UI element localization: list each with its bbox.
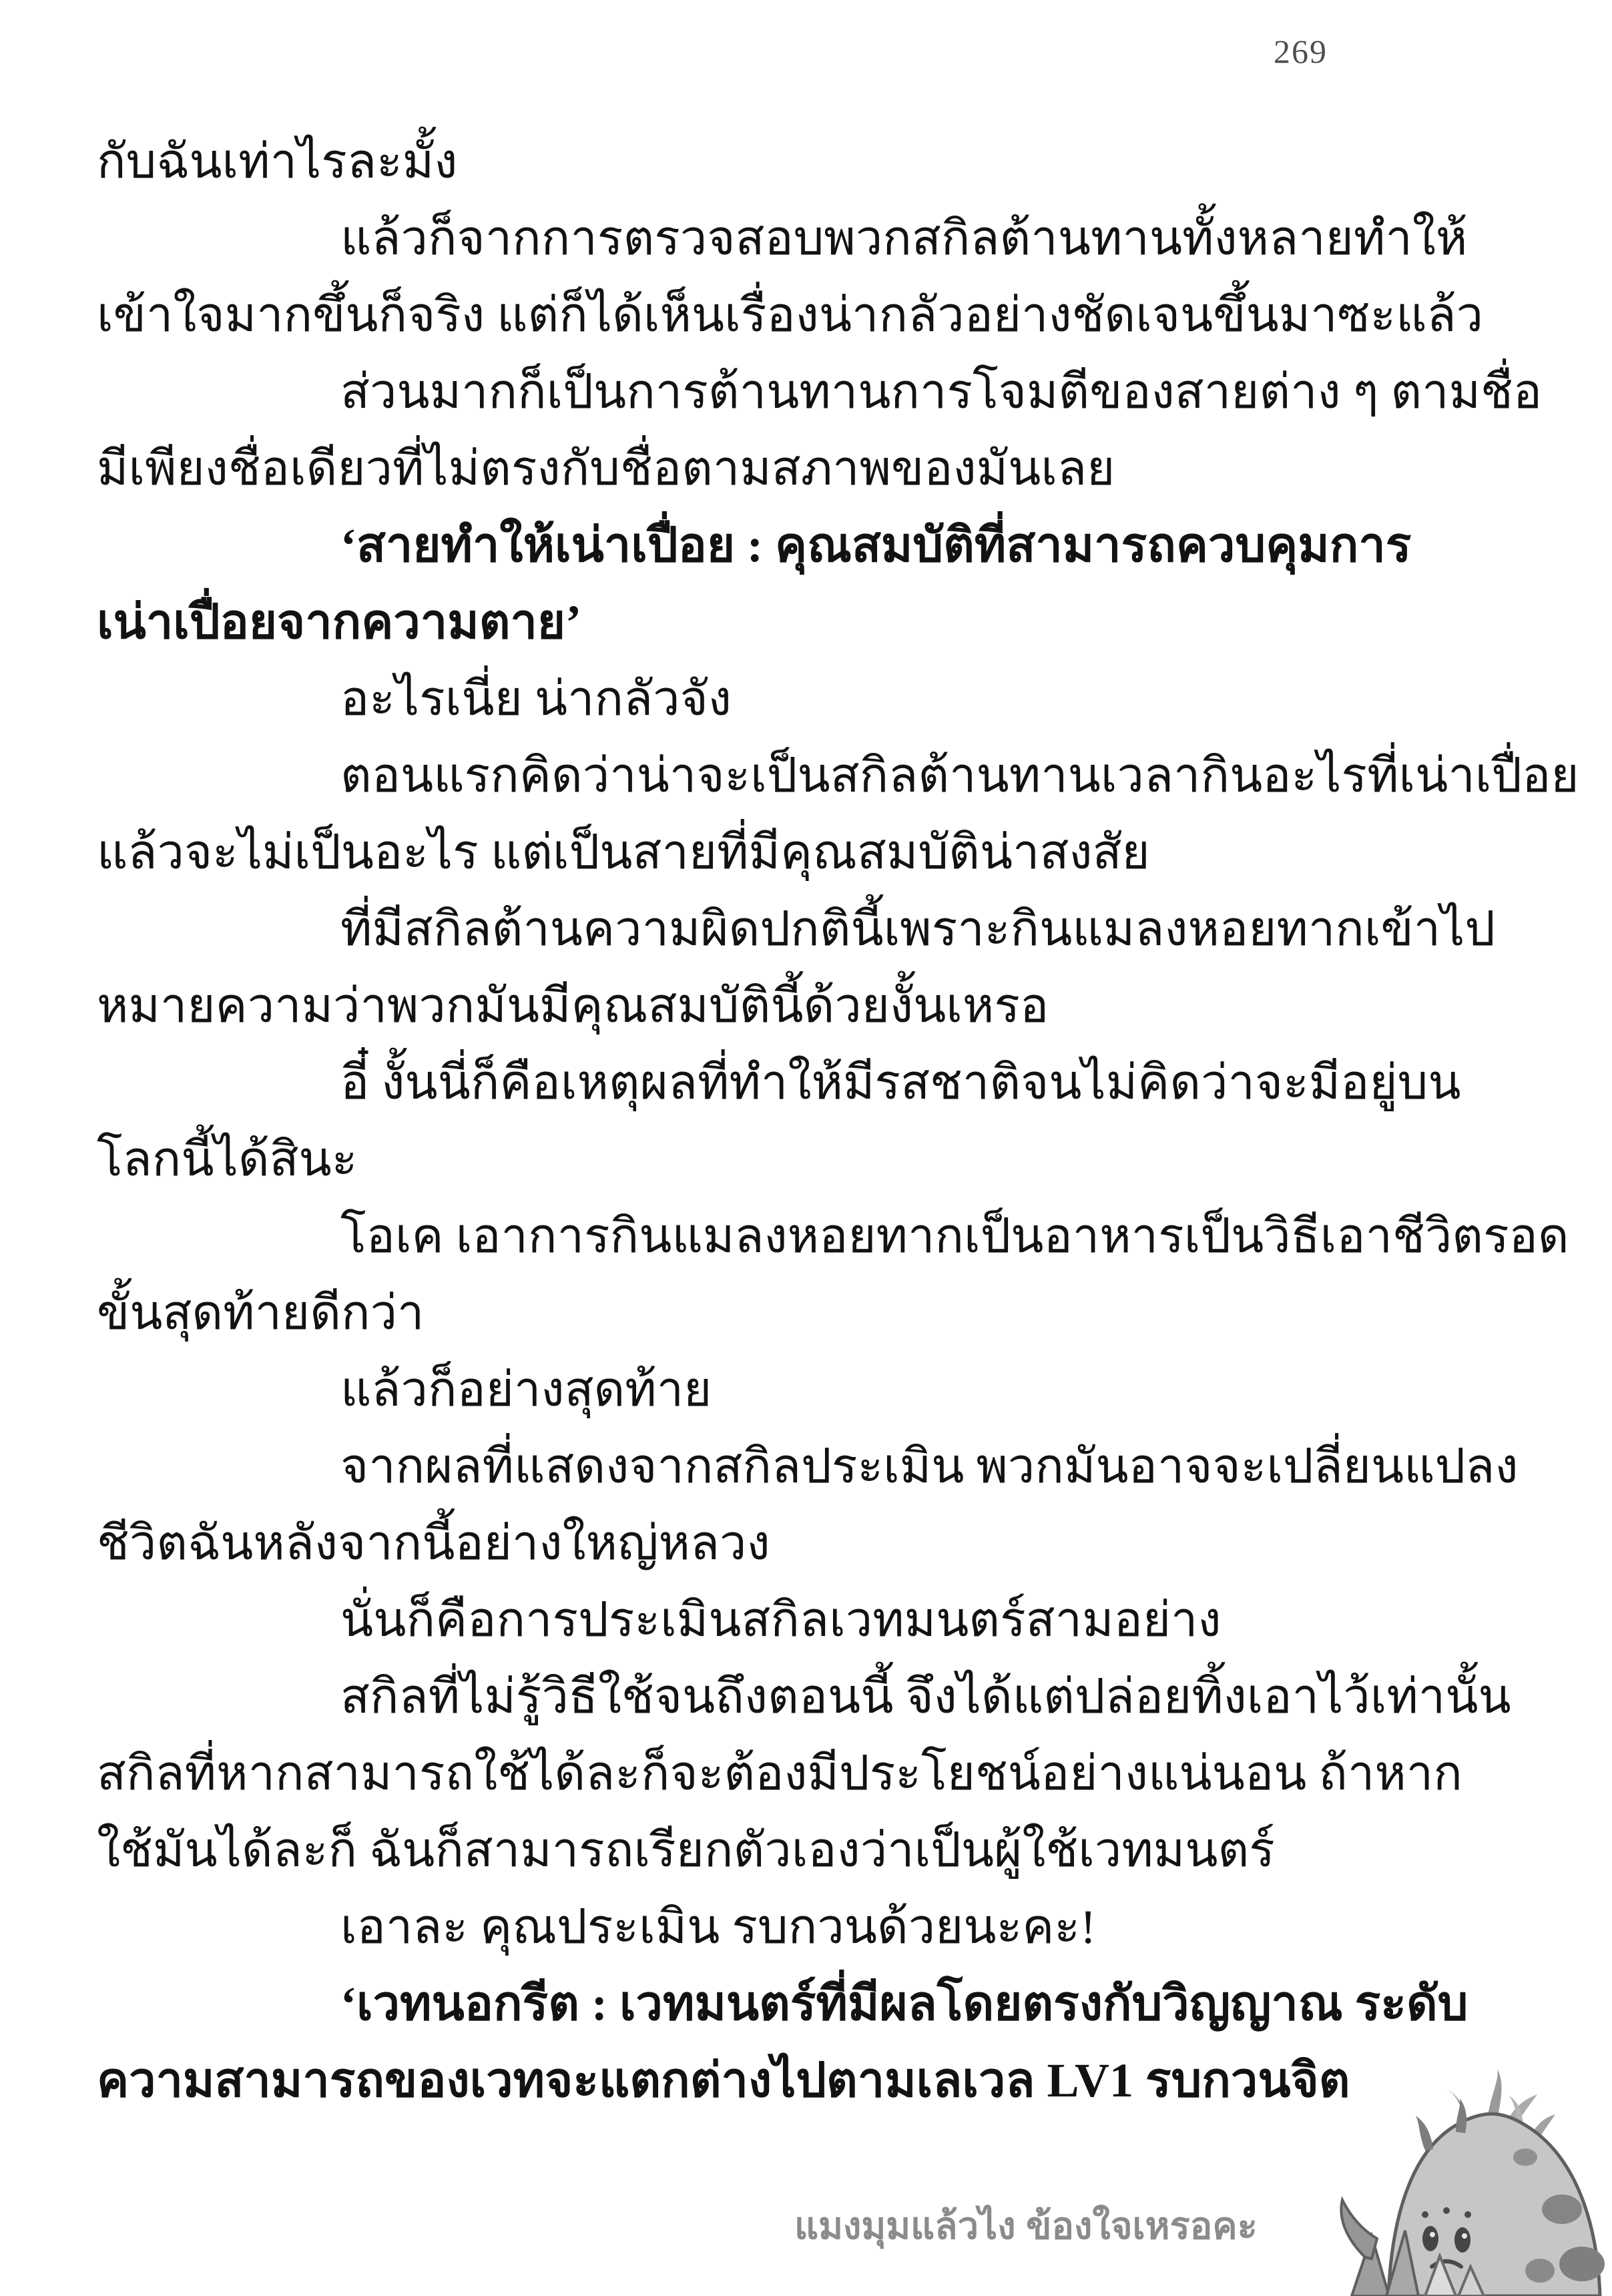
text-line: อะไรเนี่ย น่ากลัวจัง bbox=[340, 672, 732, 726]
text-line: โอเค เอาการกินแมลงหอยทากเป็นอาหารเป็นวิธีเอาชีวิตรอด bbox=[340, 1209, 1569, 1263]
text-line: จากผลที่แสดงจากสกิลประเมิน พวกมันอาจจะเปลี่ยนแปลง bbox=[340, 1440, 1519, 1493]
text-line: มีเพียงชื่อเดียวที่ไม่ตรงกับชื่อตามสภาพของมันเลย bbox=[97, 442, 1115, 495]
text-line: แล้วก็อย่างสุดท้าย bbox=[340, 1363, 712, 1416]
text-line: ความสามารถของเวทจะแตกต่างไปตามเลเวล LV1 รบกวนจิต bbox=[97, 2054, 1350, 2107]
text-line: ขั้นสุดท้ายดีกว่า bbox=[97, 1286, 425, 1340]
text-line: สกิลที่ไม่รู้วิธีใช้จนถึงตอนนี้ จึงได้แต่ปล่อยทิ้งเอาไว้เท่านั้น bbox=[340, 1670, 1511, 1723]
text-line: ตอนแรกคิดว่าน่าจะเป็นสกิลต้านทานเวลากินอะไรที่เน่าเปื่อย bbox=[340, 749, 1579, 802]
page-number: 269 bbox=[1274, 33, 1328, 70]
footer-tagline: แมงมุมแล้วไง ข้องใจเหรอคะ bbox=[794, 2205, 1258, 2247]
text-line: โลกนี้ได้สินะ bbox=[97, 1133, 358, 1186]
text-line: หมายความว่าพวกมันมีคุณสมบัตินี้ด้วยงั้นเหรอ bbox=[97, 979, 1049, 1033]
text-line: เอาละ คุณประเมิน รบกวนด้วยนะคะ! bbox=[340, 1900, 1097, 1954]
text-line: สกิลที่หากสามารถใช้ได้ละก็จะต้องมีประโยชน์อย่างแน่นอน ถ้าหาก bbox=[97, 1747, 1462, 1800]
text-line: ที่มีสกิลต้านความผิดปกตินี้เพราะกินแมลงหอยทากเข้าไป bbox=[340, 902, 1496, 956]
text-line: เข้าใจมากขึ้นก็จริง แต่ก็ได้เห็นเรื่องน่ากลัวอย่างชัดเจนขึ้นมาซะแล้ว bbox=[97, 288, 1484, 342]
body-text bbox=[97, 123, 1579, 2119]
text-line: ชีวิตฉันหลังจากนี้อย่างใหญ่หลวง bbox=[97, 1516, 770, 1570]
spider-mascot-icon bbox=[1325, 2069, 1612, 2296]
spider-illustration bbox=[1325, 2069, 1612, 2296]
text-line: กับฉันเท่าไรละมั้ง bbox=[97, 135, 458, 188]
text-line: แล้วก็จากการตรวจสอบพวกสกิลต้านทานทั้งหลายทำให้ bbox=[340, 212, 1468, 265]
text-line: นั่นก็คือการประเมินสกิลเวทมนตร์สามอย่าง bbox=[340, 1593, 1222, 1647]
text-line: อี๋ งั้นนี่ก็คือเหตุผลที่ทำให้มีรสชาติจนไม่คิดว่าจะมีอยู่บน bbox=[340, 1056, 1461, 1109]
text-line: ‘เวทนอกรีต : เวทมนตร์ที่มีผลโดยตรงกับวิญญาณ ระดับ bbox=[340, 1977, 1468, 2030]
text-line: ส่วนมากก็เป็นการต้านทานการโจมตีของสายต่าง ๆ ตามชื่อ bbox=[340, 365, 1543, 418]
text-line: ใช้มันได้ละก็ ฉันก็สามารถเรียกตัวเองว่าเป็นผู้ใช้เวทมนตร์ bbox=[97, 1823, 1275, 1877]
text-line: ‘สายทำให้เน่าเปื่อย : คุณสมบัติที่สามารถควบคุมการ bbox=[340, 519, 1412, 572]
text-line: เน่าเปื่อยจากความตาย’ bbox=[97, 595, 582, 649]
text-line: แล้วจะไม่เป็นอะไร แต่เป็นสายที่มีคุณสมบัติน่าสงสัย bbox=[97, 826, 1150, 879]
